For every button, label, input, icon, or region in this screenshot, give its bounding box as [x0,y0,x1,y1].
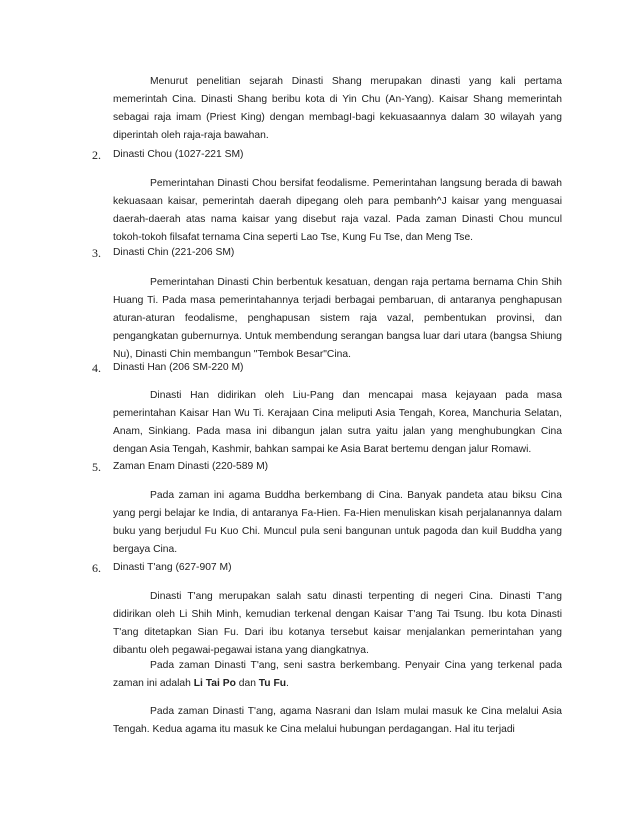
literature-text-before: Pada zaman Dinasti T'ang, seni sastra berkembang. Penyair Cina yang terkenal pada zaman ini adalah [113,660,562,689]
tang-literature-paragraph [113,657,562,693]
han-text: Dinasti Han didirikan oleh Liu-Pang dan mencapai masa kejayaan pada masa pemerintahan Kaisar Han Wu Ti. Kerajaan Cina meliputi Asia Tengah, Korea, Manchuria Selatan, Anam, Sinkiang. Pada masa ini dibangun jalan sutra yaitu jalan yang menghubungkan Cina dengan Asia Tengah, Kashmir, bahkan sampai ke Asia Barat bertemu dengan jalur Romawi. [113,390,562,455]
section-title: Zaman Enam Dinasti (220-589 M) [113,461,269,472]
literature-text-middle: dan [235,678,259,689]
section-title: Dinasti Chin (221-206 SM) [113,247,235,258]
chou-paragraph [113,175,562,247]
religion-text: Pada zaman Dinasti T'ang, agama Nasrani dan Islam mulai masuk ke Cina melalui Asia Tengah. Kedua agama itu masuk ke Cina melalui hubungan perdagangan. Hal itu terjadi [113,706,562,735]
tang-paragraph [113,588,562,660]
section-number: 2. [92,148,101,162]
section-number: 5. [92,460,101,474]
section-title: Dinasti T'ang (627-907 M) [113,562,232,573]
section-number: 3. [92,246,101,260]
tang-text: Dinasti T'ang merupakan salah satu dinasti terpenting di negeri Cina. Dinasti T'ang didirikan oleh Li Shih Minh, kemudian terkenal dengan Kaisar T'ang Tai Tsung. Ibu kota Dinasti T'ang ditetapkan Sian Fu. Dari ibu kotanya tersebut kaisar menjalankan pemerintahan yang dibantu oleh pegawai-pegawai istana yang diangkatnya. [113,591,562,656]
section-title: Dinasti Han (206 SM-220 M) [113,362,244,373]
chin-text: Pemerintahan Dinasti Chin berbentuk kesatuan, dengan raja pertama bernama Chin Shih Huang Ti. Pada masa pemerintahannya terjadi berbagai pembaruan, di antaranya penghapusan aturan-aturan feodalisme, penghapusan sistem raja vazal, pembentukan provinsi, dan pengangkatan gubernurnya. Untuk membendung serangan bangsa luar dari utara (bangsa Shiung Nu), Dinasti Chin membangun "Tembok Besar"Cina. [113,277,562,360]
intro-paragraph [113,73,562,145]
section-number: 6. [92,561,101,575]
literature-text-after: . [286,678,289,689]
section-number: 4. [92,361,101,375]
poet-name: Li Tai Po [193,678,236,689]
chou-text: Pemerintahan Dinasti Chou bersifat feodalisme. Pemerintahan langsung berada di bawah kekuasaan kaisar, pemerintah daerah dipegang oleh para pembanh^J kaisar yang menguasai daerah-daerah atas nama kaisar yang disebut raja vazal. Pada zaman Dinasti Chou muncul tokoh-tokoh filsafat ternama Cina seperti Lao Tse, Kung Fu Tse, dan Meng Tse. [113,178,562,243]
chin-paragraph [113,274,562,364]
section-title: Dinasti Chou (1027-221 SM) [113,149,244,160]
six-dynasties-paragraph [113,487,562,559]
six-dynasties-text: Pada zaman ini agama Buddha berkembang di Cina. Banyak pandeta atau biksu Cina yang pergi belajar ke India, di antaranya Fa-Hien. Fa-Hien menuliskan kisah perjalanannya dalam buku yang berjudul Fu Kuo Chi. Muncul pula seni bangunan untuk pagoda dan kuil Buddha yang bergaya Cina. [113,490,562,555]
han-paragraph [113,387,562,459]
intro-text: Menurut penelitian sejarah Dinasti Shang merupakan dinasti yang kali pertama memerintah Cina. Dinasti Shang beribu kota di Yin Chu (An-Yang). Kaisar Shang memerintah sebagai raja imam (Priest King) dengan membagI-bagi kekuasaannya dalam 30 wilayah yang diperintah oleh raja-raja bawahan. [113,76,562,141]
tang-religion-paragraph [113,703,562,739]
poet-name: Tu Fu [258,678,287,689]
